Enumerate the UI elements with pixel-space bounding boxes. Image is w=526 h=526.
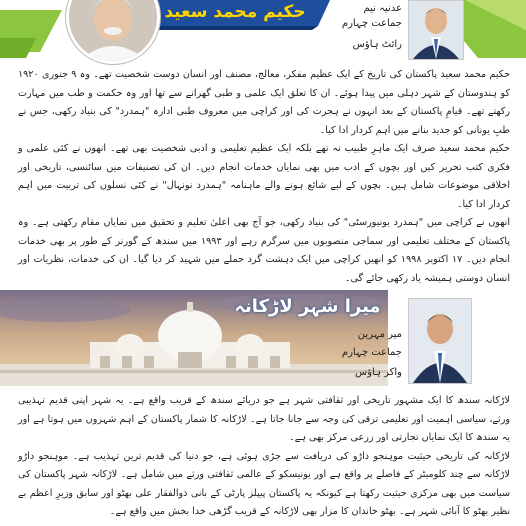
article2-body (18, 392, 510, 522)
article1-paragraph: حکیم محمد سعید پاکستان کی تاریخ کے ایک عظیم مفکر، معالج، مصنف اور انسان دوست شخصیت تھے۔ وہ ۹ جنوری ۱۹۲۰ کو ہندوستان کے شہر دہلی میں پیدا ہوئے۔ ان کا تعلق ایک علمی و طبی گھرانے سے تھا اور وہ حکمت و طب میں مہارت رکھتے تھے۔ قیامِ پاکستان کے بعد انہوں نے ہجرت کی اور کراچی میں معروف طبی ادارہ "ہمدرد" کی بنیاد رکھی، جس نے طبِ یونانی کو جدید بنانے میں اہم کردار ادا کیا۔ (18, 69, 510, 136)
student1-house: رائٹ ہاؤس (352, 39, 402, 50)
article2-paragraph: لاڑکانہ کی تاریخی حیثیت موہنجو داڑو کی دریافت سے جڑی ہوئی ہے، جو دنیا کی قدیم ترین تہذیب ہے۔ موہنجو داڑو لاڑکانہ سے چند کلومیٹر کے فاصلے پر واقع ہے اور یونیسکو کے عالمی ثقافتی ورثے میں شامل ہے۔ لاڑکانہ شہر پاکستان کی سیاست میں بھی مرکزی حیثیت رکھتا ہے کیونکہ یہ پاکستان پیپلز پارٹی کے بانی ذوالفقار علی بھٹو اور سابق وزیرِ اعظم بے نظیر بھٹو کا آبائی شہر ہے۔ بھٹو خاندان کا مزار بھی لاڑکانہ کے قریب گڑھی خدا بخش میں واقع ہے۔ (18, 450, 510, 517)
article2-title: میرا شہر لاڑکانہ (234, 296, 381, 317)
article1-body (18, 66, 510, 288)
article1-title: حکیم محمد سعید (164, 2, 306, 22)
student2-name: میر مہرین (357, 329, 402, 340)
article1-paragraph: انھوں نے کراچی میں "ہمدرد یونیورسٹی" کی بنیاد رکھی، جو آج بھی اعلیٰ تعلیم و تحقیق میں نمایاں مقام رکھتی ہے۔ وہ پاکستان کے مختلف تعلیمی اور سماجی منصوبوں میں سرگرم رہے اور ۱۹۹۳ میں سندھ کے گورنر کے طور پر بھی خدمات انجام دیں۔ ۱۷ اکتوبر ۱۹۹۸ کو انھیں کراچی میں ایک دہشت گرد حملے میں شہید کر دیا گیا۔ ان کی خدمات، نظریات اور انسان دوستی ہمیشہ یاد رکھی جائے گی۔ (18, 217, 511, 284)
student1-class: جماعت چہارم (341, 18, 402, 29)
student1-name: عدنیہ نیم (363, 3, 402, 14)
student2-house: واکر ہاؤس (354, 367, 402, 378)
student2-class: جماعت چہارم (341, 347, 402, 358)
student1-photo (408, 0, 464, 60)
article1-paragraph: حکیم محمد سعید صرف ایک ماہرِ طبیب نہ تھے بلکہ ایک عظیم تعلیمی و ادبی شخصیت بھی تھے۔ انھوں نے کئی علمی و فکری کتب تحریر کیں اور بچوں کے ادب میں بھی نمایاں خدمات انجام دیں۔ ان کی تصنیفات میں سائنسی، تاریخی اور اخلاقی موضوعات شامل ہیں۔ بچوں کے لیے شائع ہونے والے ماہنامہ "ہمدرد نونہال" نے کئی نسلوں کی تربیت میں اہم کردار ادا کیا۔ (18, 143, 510, 210)
student2-photo (408, 298, 472, 384)
article2-paragraph: لاڑکانہ سندھ کا ایک مشہور تاریخی اور ثقافتی شہر ہے جو دریائے سندھ کے قریب واقع ہے۔ یہ شہر اپنی قدیم تہذیبی ورثے، سیاسی اہمیت اور تعلیمی ترقی کی وجہ سے جانا جاتا ہے۔ لاڑکانہ کا شمار پاکستان کے اہم شہروں میں ہوتا ہے اور یہ سندھ کا ایک نمایاں تجارتی اور زرعی مرکز بھی ہے۔ (18, 395, 510, 443)
